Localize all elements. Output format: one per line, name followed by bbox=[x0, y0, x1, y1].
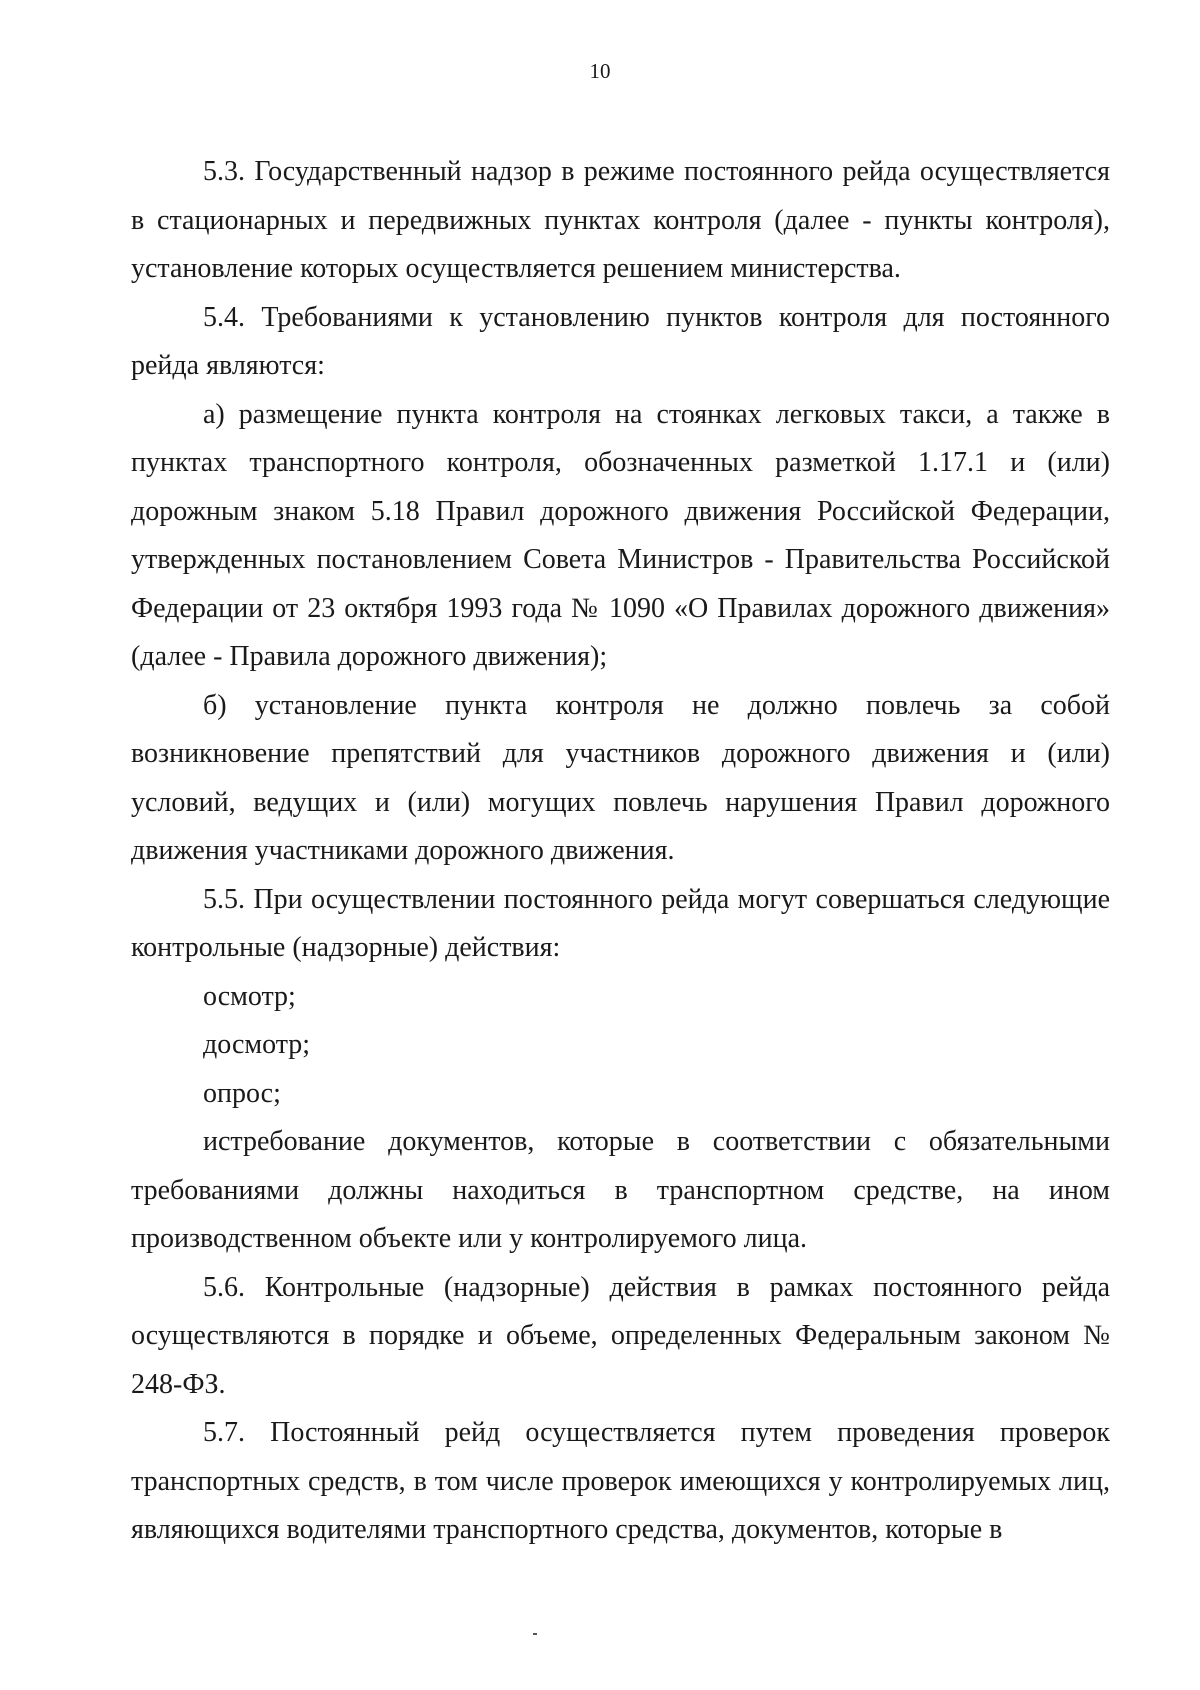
paragraph-5-6: 5.6. Контрольные (надзорные) действия в рамках постоянного рейда осуществляются в порядке и объеме, определенных Федеральным законом № 248-ФЗ. bbox=[131, 1271, 1110, 1400]
paragraph-5-3: 5.3. Государственный надзор в режиме постоянного рейда осуществляется в стационарных и передвижных пунктах контроля (далее - пункты контроля), установление которых осуществляется решением министерства. bbox=[131, 156, 1110, 284]
paragraph-5-5: 5.5. При осуществлении постоянного рейда могут совершаться следующие контрольные (надзорные) действия: bbox=[131, 883, 1110, 963]
paragraph-5-4: 5.4. Требованиями к установлению пунктов контроля для постоянного рейда являются: bbox=[131, 301, 1110, 381]
action-item-interview: опрос; bbox=[203, 1077, 281, 1109]
paragraph-5-4-a: а) размещение пункта контроля на стоянках легковых такси, а также в пунктах транспортного контроля, обозначенных разметкой 1.17.1 и (или) дорожным знаком 5.18 Правил дорожного движения Российской Федерации, утвержденных постановлением Совета Министров - Правительства Российской Федерации от 23 октября 1993 года № 1090 «О Правилах дорожного движения» (далее - Правила дорожного движения); bbox=[131, 398, 1110, 672]
scan-dot-mark bbox=[533, 1633, 537, 1635]
paragraph-5-7: 5.7. Постоянный рейд осуществляется путем проведения проверок транспортных средств, в том числе проверок имеющихся у контролируемых лиц, являющихся водителями транспортного средства, документов, которые в bbox=[131, 1417, 1110, 1545]
paragraph-5-4-b: б) установление пункта контроля не должно повлечь за собой возникновение препятствий для участников дорожного движения и (или) условий, ведущих и (или) могущих повлечь нарушения Правил дорожного движения участниками дорожного движения. bbox=[131, 689, 1110, 866]
page-number: 10 bbox=[589, 59, 611, 83]
document-body bbox=[131, 148, 1110, 1555]
action-item-search: досмотр; bbox=[203, 1029, 311, 1060]
action-item-inspection: осмотр; bbox=[203, 980, 296, 1012]
paragraph-document-request: истребование документов, которые в соответствии с обязательными требованиями должны находиться в транспортном средстве, на ином производственном объекте или у контролируемого лица. bbox=[131, 1126, 1110, 1254]
